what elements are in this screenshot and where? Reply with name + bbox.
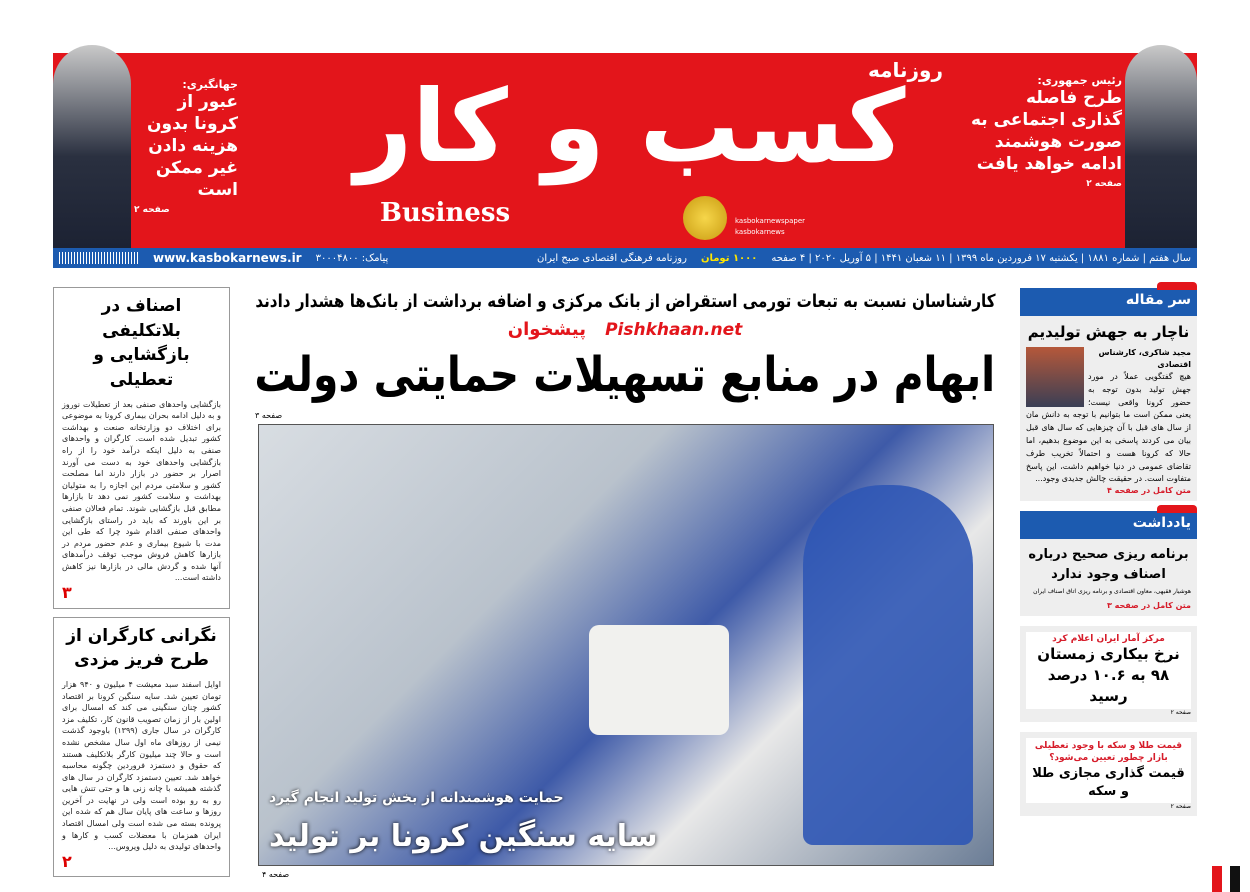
editorial bbox=[1020, 288, 1197, 501]
box-kicker: قیمت طلا و سکه با وجود تعطیلی بازار چطور تعیین می‌شود؟ bbox=[1034, 740, 1183, 764]
section-label: سر مقاله bbox=[1020, 288, 1197, 316]
right-story-page: صفحه ۲ bbox=[1086, 179, 1122, 190]
editorial-more-link[interactable]: متن کامل در صفحه ۴ bbox=[1106, 486, 1191, 496]
editorial-title: ناچار به جهش تولیدیم bbox=[1027, 323, 1190, 341]
editorial-body: هیچ گفتگویی عملاً در مورد جهش تولید بدون توجه به حضور کرونا واقعی نیست؛ یعنی ممکن است ما بتوانیم با توجه به دانش مان از سال های قبل با آن چیزهایی که سال های قبل بیان می کردند پاسخی به این موضوع بدهیم، اما حالا که کرونا هست و احتمالاً تخریب طرف تقاضای عمومی در دنیا خواهیم داشت، این پاسخ متفاوت است. در حقیقت چالش جدیدی وجود... bbox=[1026, 372, 1191, 484]
issue-info: سال هفتم | شماره ۱۸۸۱ | یکشنبه ۱۷ فروردین ماه ۱۳۹۹ | ۱۱ شعبان ۱۴۴۱ | ۵ آوریل ۲۰۲۰ | ۴ صفحه bbox=[771, 252, 1191, 264]
logo: کسب و کار bbox=[354, 68, 906, 185]
box-page: صفحه ۲ bbox=[1170, 708, 1191, 716]
info-bar bbox=[53, 248, 1197, 268]
social-instagram[interactable]: kasbokarnews bbox=[735, 228, 785, 237]
left-story-headline: عبور از کرونا بدون هزینه دادن غیر ممکن است bbox=[147, 92, 238, 201]
left-story-page: صفحه ۲ bbox=[134, 205, 170, 216]
gold-coin-icon bbox=[683, 196, 727, 240]
sms: پیامک: ۳۰۰۰۴۸۰۰ bbox=[315, 252, 389, 264]
social-telegram[interactable]: kasbokarnewspaper bbox=[735, 217, 806, 225]
vice-president-photo bbox=[53, 45, 131, 248]
logo-latin: Business bbox=[380, 198, 511, 228]
main-headline: ابهام در منابع تسهیلات حمایتی دولت bbox=[254, 347, 996, 403]
box-title: نرخ بیکاری زمستان ۹۸ به ۱۰.۶ درصد رسید bbox=[1037, 644, 1180, 705]
left-story-kicker: جهانگیری: bbox=[182, 78, 238, 91]
right-story-kicker: رئیس جمهوری: bbox=[1037, 74, 1122, 87]
website-link[interactable]: www.kasbokarnews.ir bbox=[153, 251, 302, 265]
gold-price-box bbox=[1020, 732, 1197, 817]
worker-figure bbox=[803, 485, 973, 845]
box-title: قیمت گذاری مجازی طلا و سکه bbox=[1032, 765, 1185, 799]
president-photo bbox=[1125, 45, 1197, 248]
watermark-en: Pishkhaan.net bbox=[605, 320, 743, 340]
article-body: اوایل اسفند سبد معیشت ۴ میلیون و ۹۴۰ هزار تومان تعیین شد. سایه سنگین کرونا بر اقتصاد کشور چنان سنگینی می کند که امسال برای اولین بار از زمان تصویب قانون کار، تکلیف مزد کارگران در سال جاری (۱۳۹۹) باوجود گذشت نیمی از روزهای ماه اول سال مشخص نشده است و حالا چند میلیون کارگر بلاتکلیف هستند که حقوق و دستمزد فروردین چگونه محاسبه خواهد شد. تعیین دستمزد کارگران در سال های گذشته همیشه با چانه زنی ها و حتی تنش هایی رو به رو بوده است ولی در نهایت در آخرین روزها و ساعت های پایان سال هم که شده این پرونده بسته می شده است ولی امسال اقتصاد ایران همزمان با معضلات کسب و کارها و واحدهای تولیدی به دلیل ویروس... bbox=[62, 679, 222, 852]
note-author: هوشیار فقیهی، معاون اقتصادی و برنامه ریزی اتاق اصناف ایران bbox=[1033, 588, 1191, 596]
article-page: ۳ bbox=[62, 583, 72, 603]
box-kicker: مرکز آمار ایران اعلام کرد bbox=[1052, 633, 1165, 644]
left-column bbox=[53, 287, 230, 877]
main-page-ref: صفحه ۳ bbox=[255, 411, 283, 420]
tagline: روزنامه فرهنگی اقتصادی صبح ایران bbox=[537, 252, 687, 264]
logo-prefix: روزنامه bbox=[868, 58, 943, 82]
editorial-author: مجید شاکری، کارشناس اقتصادی bbox=[1098, 348, 1191, 369]
box-page: صفحه ۲ bbox=[1170, 803, 1191, 811]
note bbox=[1020, 511, 1197, 615]
note-title: برنامه ریزی صحیح درباره اصناف وجود ندارد bbox=[1028, 547, 1189, 582]
left-article-2 bbox=[53, 617, 230, 878]
barcode bbox=[59, 252, 139, 264]
factory-workers-photo bbox=[258, 424, 994, 866]
edge-marker bbox=[1212, 866, 1222, 892]
unemployment-box bbox=[1020, 626, 1197, 722]
article-page: ۲ bbox=[62, 851, 72, 871]
article-title: اصناف در بلاتکلیفی بازگشایی و تعطیلی bbox=[93, 296, 190, 390]
note-more-link[interactable]: متن کامل در صفحه ۳ bbox=[1106, 600, 1191, 610]
article-title: نگرانی کارگران از طرح فریز مزدی bbox=[66, 625, 217, 671]
left-article-1 bbox=[53, 287, 230, 609]
sewing-machine bbox=[589, 625, 729, 735]
right-column bbox=[1020, 288, 1197, 816]
photo-headline: سایه سنگین کرونا بر تولید bbox=[269, 819, 658, 854]
article-body: بازگشایی واحدهای صنفی بعد از تعطیلات نوروز و به دلیل ادامه بحران بیماری کرونا به موضوعی برای اختلاف دو وزارتخانه صنعت و بهداشت کشور تبدیل شده است. کارگران و واحدهای صنفی به دلیل اینکه درآمد خود را از راه بازگشایی واحدهای خود به دست می آورند اصرار بر حضور در بازار دارند اما مصلحت کشور و سلامتی مردم این اجازه را به متولیان بهداشت و سلامت کشور نمی دهد تا بازارها مطابق قبل بازگشایی شوند. تمام فعالان صنفی بر این باورند که باید در راستای بازگشایی واحدهای صنفی اقدام شود چرا که طی این مدت با شیوع بیماری و عدم حضور مردم در بازارها کاهش فروش موجب توقف درآمدهای آنها شده و گردش مالی در بازارها نیز کاهش داشته است... bbox=[62, 399, 221, 583]
right-story-headline: طرح فاصله گذاری اجتماعی به صورت هوشمند ادامه خواهد یافت bbox=[970, 88, 1122, 175]
watermark-fa: پیشخوان bbox=[507, 319, 586, 340]
author-photo bbox=[1026, 347, 1084, 407]
photo-kicker: حمایت هوشمندانه از بخش تولید انجام گیرد bbox=[269, 790, 564, 806]
main-kicker: کارشناسان نسبت به تبعات تورمی استقراض از بانک مرکزی و اضافه برداشت از بانک‌ها هشدار دادند bbox=[254, 291, 996, 312]
section-label: یادداشت bbox=[1020, 511, 1197, 539]
photo-page-ref: صفحه ۴ bbox=[262, 870, 290, 879]
edge-marker bbox=[1230, 866, 1240, 892]
price: ۱۰۰۰ تومان bbox=[700, 252, 758, 264]
